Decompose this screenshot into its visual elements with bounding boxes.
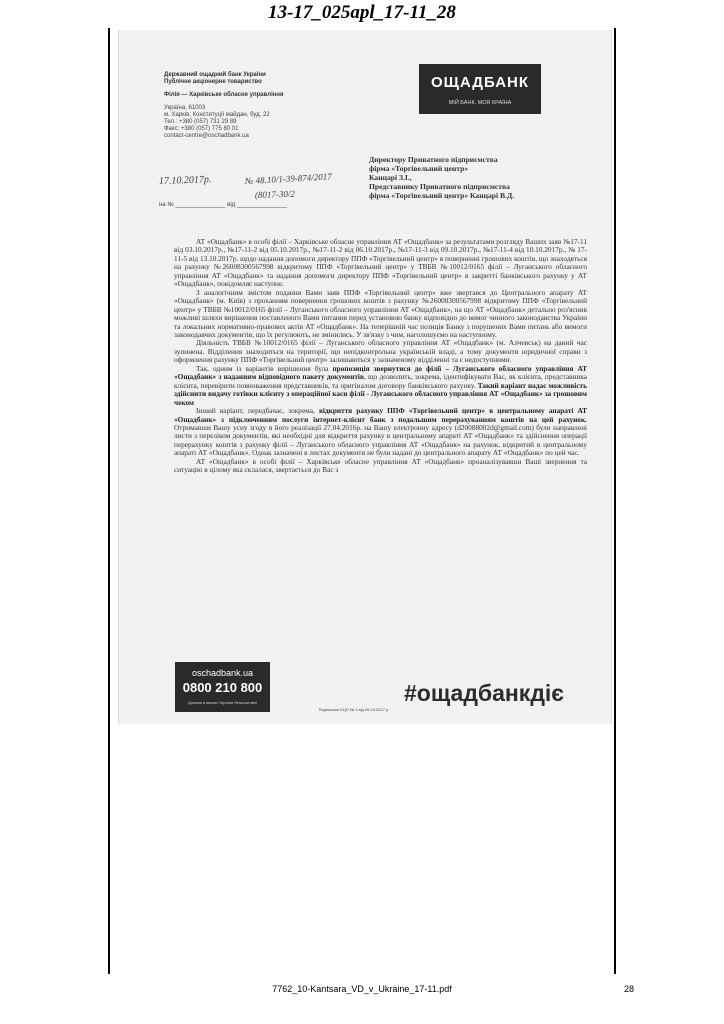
body-paragraph-3: Діяльність ТВБВ №10012/0165 філії – Луганського обласного управління АТ «Ощадбанк» (м. Алчевськ) на даний час зупинена. Відділення знаходиться на території, що непідконтрольна українській владі, а тому документи юридичної справи з оформлення рахунку ППФ «Торгівельний центр» залишаються у зазначеному відділенні та є недоступними. — [174, 338, 587, 365]
addressee-line4: Представнику Приватного підприємства — [369, 182, 510, 191]
footer-filename: 7762_10-Kantsara_VD_v_Ukraine_17-11.pdf — [272, 984, 452, 994]
sender-block — [164, 72, 334, 140]
scanned-letter — [118, 30, 612, 724]
footer-phone: 0800 210 800 — [182, 680, 263, 695]
p5-bold-b: відкриття рахунку ППФ «Торгівельний центр» в центральному апараті АТ «Ощадбанк» з підключенням послуги інтернет-клієнт банк з подальшим перерахуванням коштів на цей рахунок. — [174, 406, 588, 424]
handwritten-number: № 48.10/1-39-874/2017 — [244, 171, 332, 186]
p4-text-c: , що дозволить, зокрема, ідентифікувати Вас, як клієнта, представника клієнта, перевірити повноваження представників, та оригіналом договору банківського рахунку. — [174, 372, 587, 390]
footer-note: Дзвінки в межах України безкоштовні — [187, 700, 258, 705]
logo-slogan: МІЙ БАНК. МОЯ КРАЇНА — [448, 100, 512, 106]
sender-branch: Філія — Харківське обласне управління — [164, 92, 284, 98]
sender-bank-name: Державний ощадний банк України — [164, 72, 266, 78]
brand-hashtag: #ощадбанкдіє — [404, 680, 565, 706]
reference-line: на № _______________ від _______________ — [159, 202, 287, 208]
p5-text-a: Інший варіант, передбачає, зокрема, — [196, 406, 319, 416]
body-paragraph-4 — [174, 365, 587, 407]
body-paragraph-6: АТ «Ощадбанк» в особі філії – Харківське обласне управління АТ «Ощадбанк» проаналізувавши Ваші звернення та ситуацію в цілому яка склалася, звертається до Вас з — [174, 456, 587, 475]
addressee-line2: фірма «Торгівельний центр» — [369, 164, 469, 173]
logo-name: ОЩАДБАНК — [430, 74, 530, 91]
page-border-left — [108, 28, 110, 974]
handwritten-extra: (8017-30/2 — [254, 188, 296, 200]
sender-fax: Факс: +380 (057) 775 80 01 — [164, 126, 239, 132]
letter-body — [174, 238, 587, 475]
addressee-line5: фірма «Торгівельний центр» Канцарі В.Д. — [369, 191, 515, 200]
addressee-line3: Канцарі З.І., — [369, 173, 412, 182]
footer-website: oschadbank.ua — [191, 668, 254, 678]
p4-bold-d: Такий варіант надає можливість здійснити видачу готівки клієнту з операційної каси філії - Луганського обласного управління АТ «Ощадбанк» за грошовим чеком — [174, 380, 587, 407]
body-paragraph-1: АТ «Ощадбанк» в особі філії – Харківське обласне управління АТ «Ощадбанк» за результатами розгляду Ваших заяв №17-11 від 03.10.2017р., №17-11-2 від 05.10.2017р., №17-11-2 від 06.10.2017р., №17-11-3 від 09.10.2017р., №17-11-4 від 10.10.2017р., № 17-11-5 від 13.10.2017р. щодо надання допомоги директору ППФ «Торгівельний центр» в поверненні грошових коштів, що знаходяться на рахунку №26008300567998 відкритому ППФ «Торгівельний центр» у ТВБВ №10012/0165 філії – Луганського обласного управління АТ «Ощадбанк» та надання допомоги директору ППФ «Торгівельний центр» в закритті банківського рахунку у АТ «Ощадбанк», повідомляє наступне. — [174, 237, 587, 289]
p5-text-c: Отримавши Вашу усну згоду в його реалізації 27.04.2016р. на Вашу електронну адресу (d20088002d@gmail.com) були направлені листи з переліком документів, які необхідні для відкриття рахунку в центральному апараті АТ «Ощадбанк» та здійснення операції перерахунку коштів з рахунку філії – Луганського обласного управління АТ «Ощадбанк» на рахунок, відкритий в центральному апараті АТ «Ощадбанк». Однак зазначені в листах документи не були надані до центрального апарату АТ «Ощадбанк» по цей час. — [174, 422, 587, 458]
addressee-line1: Директору Приватного підприємства — [369, 155, 498, 164]
sender-company-type: Публічне акціонерне товариство — [164, 79, 262, 85]
addressee-block — [369, 155, 594, 200]
page-header-title: 13-17_025apl_17-11_28 — [268, 2, 456, 23]
contact-banner — [175, 662, 270, 712]
page-number: 28 — [624, 984, 635, 994]
sender-address-line2: м. Харків, Конституції майдан, буд. 22 — [164, 112, 270, 118]
sender-address-line1: Україна, 61003 — [164, 105, 206, 111]
oschadbank-logo — [419, 64, 541, 114]
body-paragraph-2: З аналогічним змістом подання Вами заяв ППФ «Торгівельний центр» вже звертався до Центрального апарату АТ «Ощадбанк» (м. Київ) з проханням повернення грошових коштів з рахунку №26008300567998 відкритому ППФ «Торгівельний центр» у ТВБВ №10012/0165 філії – Луганського обласного управління АТ «Ощадбанк», на що АТ «Ощадбанк» детально роз'яснив можливі шляхи вирішення поставленого Вами питання перед установою банку відповідно до вимог чинного законодавства України та локальних нормативно-правових актів АТ «Ощадбанк». На теперішній час позиція Банку з порушених Вами питань або вимоги законодавчих документів, що їх регулюють, не змінились. У зв'язку з чим, наголошуємо на наступному. — [174, 287, 587, 339]
footer-signature-note: Подписано ЕЦП № 1 від 26.10.2017 р. — [318, 707, 390, 712]
p4-bold-b: пропозиція звернутися до філії – Луганського обласного управління АТ «Ощадбанк» з наданням відповідного пакету документів — [174, 363, 587, 382]
sender-email: contact-centre@oschadbank.ua — [164, 133, 249, 139]
handwritten-date: 17.10.2017р. — [158, 174, 212, 187]
sender-phone: Тел.: +380 (057) 731 29 89 — [164, 119, 237, 125]
p4-text-a: Так, одним із варіантів вирішення була — [196, 363, 333, 373]
page-border-right — [614, 28, 616, 974]
body-paragraph-5 — [174, 407, 587, 458]
